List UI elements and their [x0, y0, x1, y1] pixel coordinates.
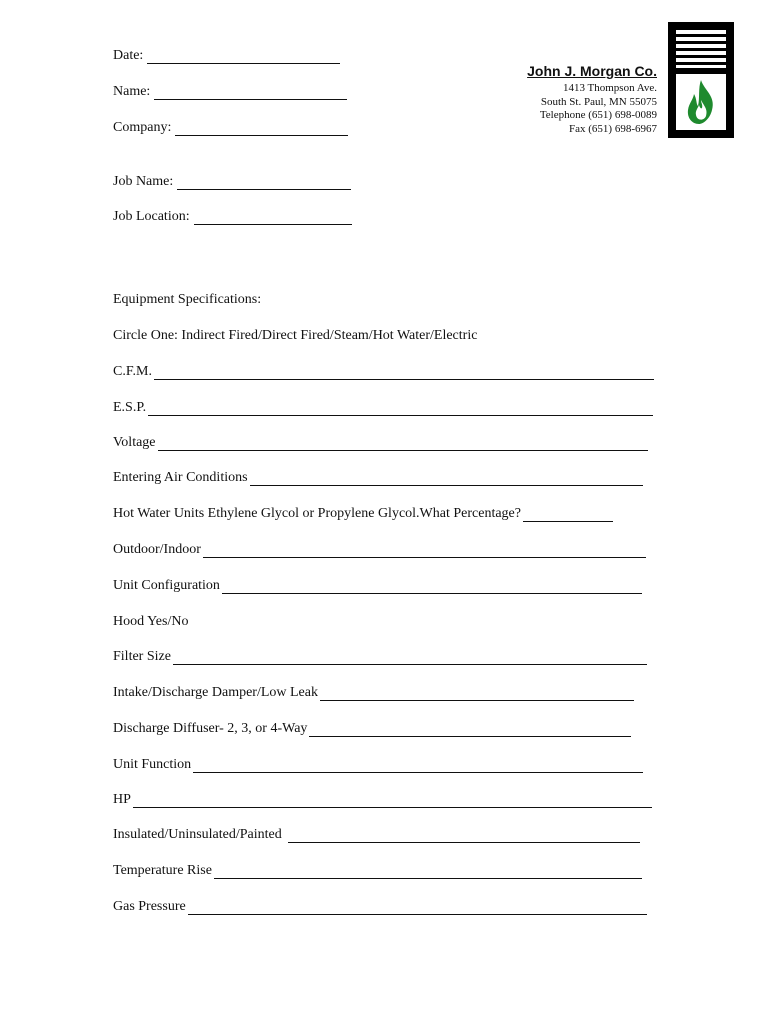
damper-label: Intake/Discharge Damper/Low Leak — [113, 685, 318, 700]
temp-rise-field[interactable] — [113, 863, 642, 879]
cfm-field[interactable] — [113, 364, 654, 380]
company-field[interactable] — [113, 120, 348, 136]
name-label: Name: — [113, 84, 151, 99]
unit-function-label: Unit Function — [113, 757, 192, 772]
voltage-field[interactable] — [113, 435, 648, 451]
diffuser-label: Discharge Diffuser- 2, 3, or 4-Way — [113, 721, 308, 736]
entering-air-label: Entering Air Conditions — [113, 470, 248, 485]
esp-field[interactable] — [113, 400, 653, 416]
unit-config-input-line[interactable] — [222, 580, 642, 594]
outdoor-indoor-field[interactable] — [113, 542, 646, 558]
company-info — [527, 63, 657, 136]
company-input-line[interactable] — [175, 122, 348, 136]
circle-one-text: Circle One: Indirect Fired/Direct Fired/Steam/Hot Water/Electric — [113, 328, 478, 343]
hp-label: HP — [113, 792, 131, 807]
name-field[interactable] — [113, 84, 347, 100]
hot-water-input-line[interactable] — [523, 508, 613, 522]
company-city: South St. Paul, MN 55075 — [540, 95, 657, 108]
unit-config-field[interactable] — [113, 578, 642, 594]
flame-box — [676, 74, 726, 130]
cfm-input-line[interactable] — [154, 366, 654, 380]
job-location-label: Job Location: — [113, 209, 190, 224]
job-location-input-line[interactable] — [194, 211, 352, 225]
filter-size-label: Filter Size — [113, 649, 171, 664]
voltage-label: Voltage — [113, 435, 156, 450]
date-field[interactable] — [113, 48, 340, 64]
diffuser-input-line[interactable] — [309, 723, 631, 737]
company-telephone: Telephone (651) 698-0089 — [539, 109, 657, 121]
company-name: John J. Morgan Co. — [527, 63, 657, 79]
hp-field[interactable] — [113, 792, 652, 808]
hood-field — [113, 614, 188, 630]
filter-size-field[interactable] — [113, 649, 647, 665]
date-input-line[interactable] — [147, 50, 340, 64]
hot-water-field[interactable] — [113, 506, 613, 522]
gas-pressure-label: Gas Pressure — [113, 899, 186, 914]
damper-field[interactable] — [113, 685, 634, 701]
company-logo — [668, 22, 734, 138]
temp-rise-label: Temperature Rise — [113, 863, 212, 878]
damper-input-line[interactable] — [320, 687, 634, 701]
company-fax: Fax (651) 698-6967 — [569, 122, 657, 135]
company-address: 1413 Thompson Ave. — [562, 82, 657, 94]
entering-air-field[interactable] — [113, 470, 643, 486]
esp-input-line[interactable] — [148, 402, 653, 416]
job-name-field[interactable] — [113, 174, 351, 190]
hot-water-label: Hot Water Units Ethylene Glycol or Propylene Glycol.What Percentage? — [113, 506, 521, 521]
specs-heading-text: Equipment Specifications: — [113, 292, 262, 307]
hp-input-line[interactable] — [133, 794, 652, 808]
outdoor-indoor-label: Outdoor/Indoor — [113, 542, 201, 557]
specs-heading — [113, 292, 261, 308]
company-label: Company: — [113, 120, 172, 135]
insulated-field[interactable] — [113, 827, 640, 843]
unit-config-label: Unit Configuration — [113, 578, 220, 593]
esp-label: E.S.P. — [113, 400, 147, 415]
hood-label: Hood Yes/No — [113, 614, 189, 629]
entering-air-input-line[interactable] — [250, 472, 643, 486]
vent-grille-icon — [676, 30, 726, 68]
gas-pressure-field[interactable] — [113, 899, 647, 915]
unit-function-field[interactable] — [113, 757, 643, 773]
job-name-input-line[interactable] — [177, 176, 351, 190]
outdoor-indoor-input-line[interactable] — [203, 544, 646, 558]
date-label: Date: — [113, 48, 144, 63]
insulated-input-line[interactable] — [288, 829, 640, 843]
circle-one-field — [113, 328, 477, 344]
flame-icon — [682, 78, 720, 126]
job-name-label: Job Name: — [113, 174, 174, 189]
cfm-label: C.F.M. — [113, 364, 152, 379]
name-input-line[interactable] — [154, 86, 347, 100]
unit-function-input-line[interactable] — [193, 759, 643, 773]
diffuser-field[interactable] — [113, 721, 631, 737]
voltage-input-line[interactable] — [158, 437, 648, 451]
filter-size-input-line[interactable] — [173, 651, 647, 665]
temp-rise-input-line[interactable] — [214, 865, 642, 879]
job-location-field[interactable] — [113, 209, 352, 225]
gas-pressure-input-line[interactable] — [188, 901, 647, 915]
insulated-label: Insulated/Uninsulated/Painted — [113, 827, 282, 842]
